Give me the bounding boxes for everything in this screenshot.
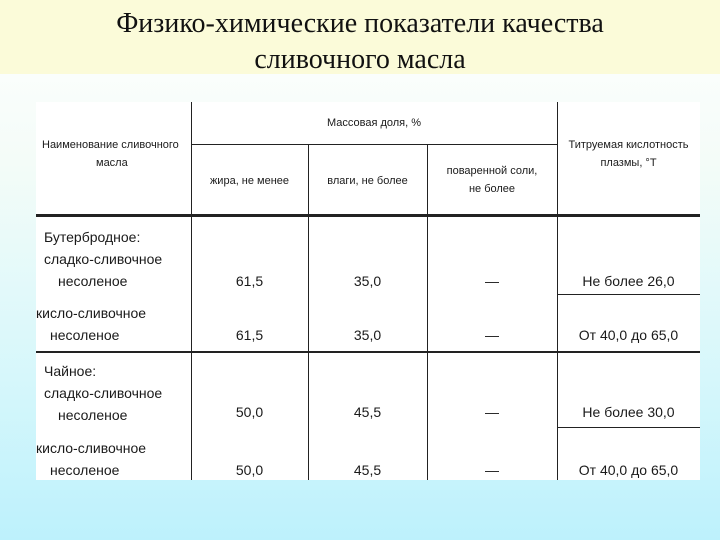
title-line-2: сливочного масла — [254, 44, 466, 75]
table-row-name: Чайное: сладко-сливочное несоленое — [44, 363, 163, 423]
table-row-name: кисло-сливочное несоленое — [36, 440, 147, 478]
table-cell-moisture: 35,0 — [353, 327, 382, 343]
header-bottom-rule — [36, 214, 700, 217]
header-mass-fraction: Массовая доля, % — [326, 117, 422, 129]
table-cell-salt: — — [485, 273, 499, 289]
header-name: Наименование сливочного масла — [42, 139, 179, 169]
table-cell-acidity: От 40,0 до 65,0 — [578, 327, 679, 343]
table-cell-acidity: Не более 26,0 — [582, 273, 675, 289]
title-line-1: Физико-химические показатели качества — [116, 8, 604, 39]
header-acidity: Титруемая кислотность плазмы, °Т — [568, 139, 689, 169]
table-cell-fat: 61,5 — [235, 273, 264, 289]
quality-table — [36, 102, 700, 480]
col-divider-fat — [308, 144, 309, 480]
table-cell-salt: — — [485, 404, 499, 420]
table-cell-fat: 61,5 — [235, 327, 264, 343]
table-cell-fat: 50,0 — [235, 462, 264, 478]
table-cell-moisture: 35,0 — [353, 273, 382, 289]
table-cell-salt: — — [485, 462, 499, 478]
header-fat: жира, не менее — [209, 175, 290, 187]
table-row-name: Бутербродное: сладко-сливочное несоленое — [44, 229, 163, 289]
table-cell-salt: — — [485, 327, 499, 343]
row-separator — [36, 351, 700, 353]
table-cell-fat: 50,0 — [235, 404, 264, 420]
acidity-separator-1 — [557, 294, 700, 295]
header-moisture: влаги, не более — [327, 175, 408, 187]
table-cell-acidity: От 40,0 до 65,0 — [578, 462, 679, 478]
slide-title — [0, 6, 720, 78]
table-row-name: кисло-сливочное несоленое — [36, 305, 147, 343]
header-salt: поваренной соли, не более — [446, 165, 538, 195]
header-top-rule — [191, 144, 557, 145]
table-cell-acidity: Не более 30,0 — [582, 404, 675, 420]
acidity-separator-2 — [557, 427, 700, 428]
table-cell-moisture: 45,5 — [353, 404, 382, 420]
table-cell-moisture: 45,5 — [353, 462, 382, 478]
